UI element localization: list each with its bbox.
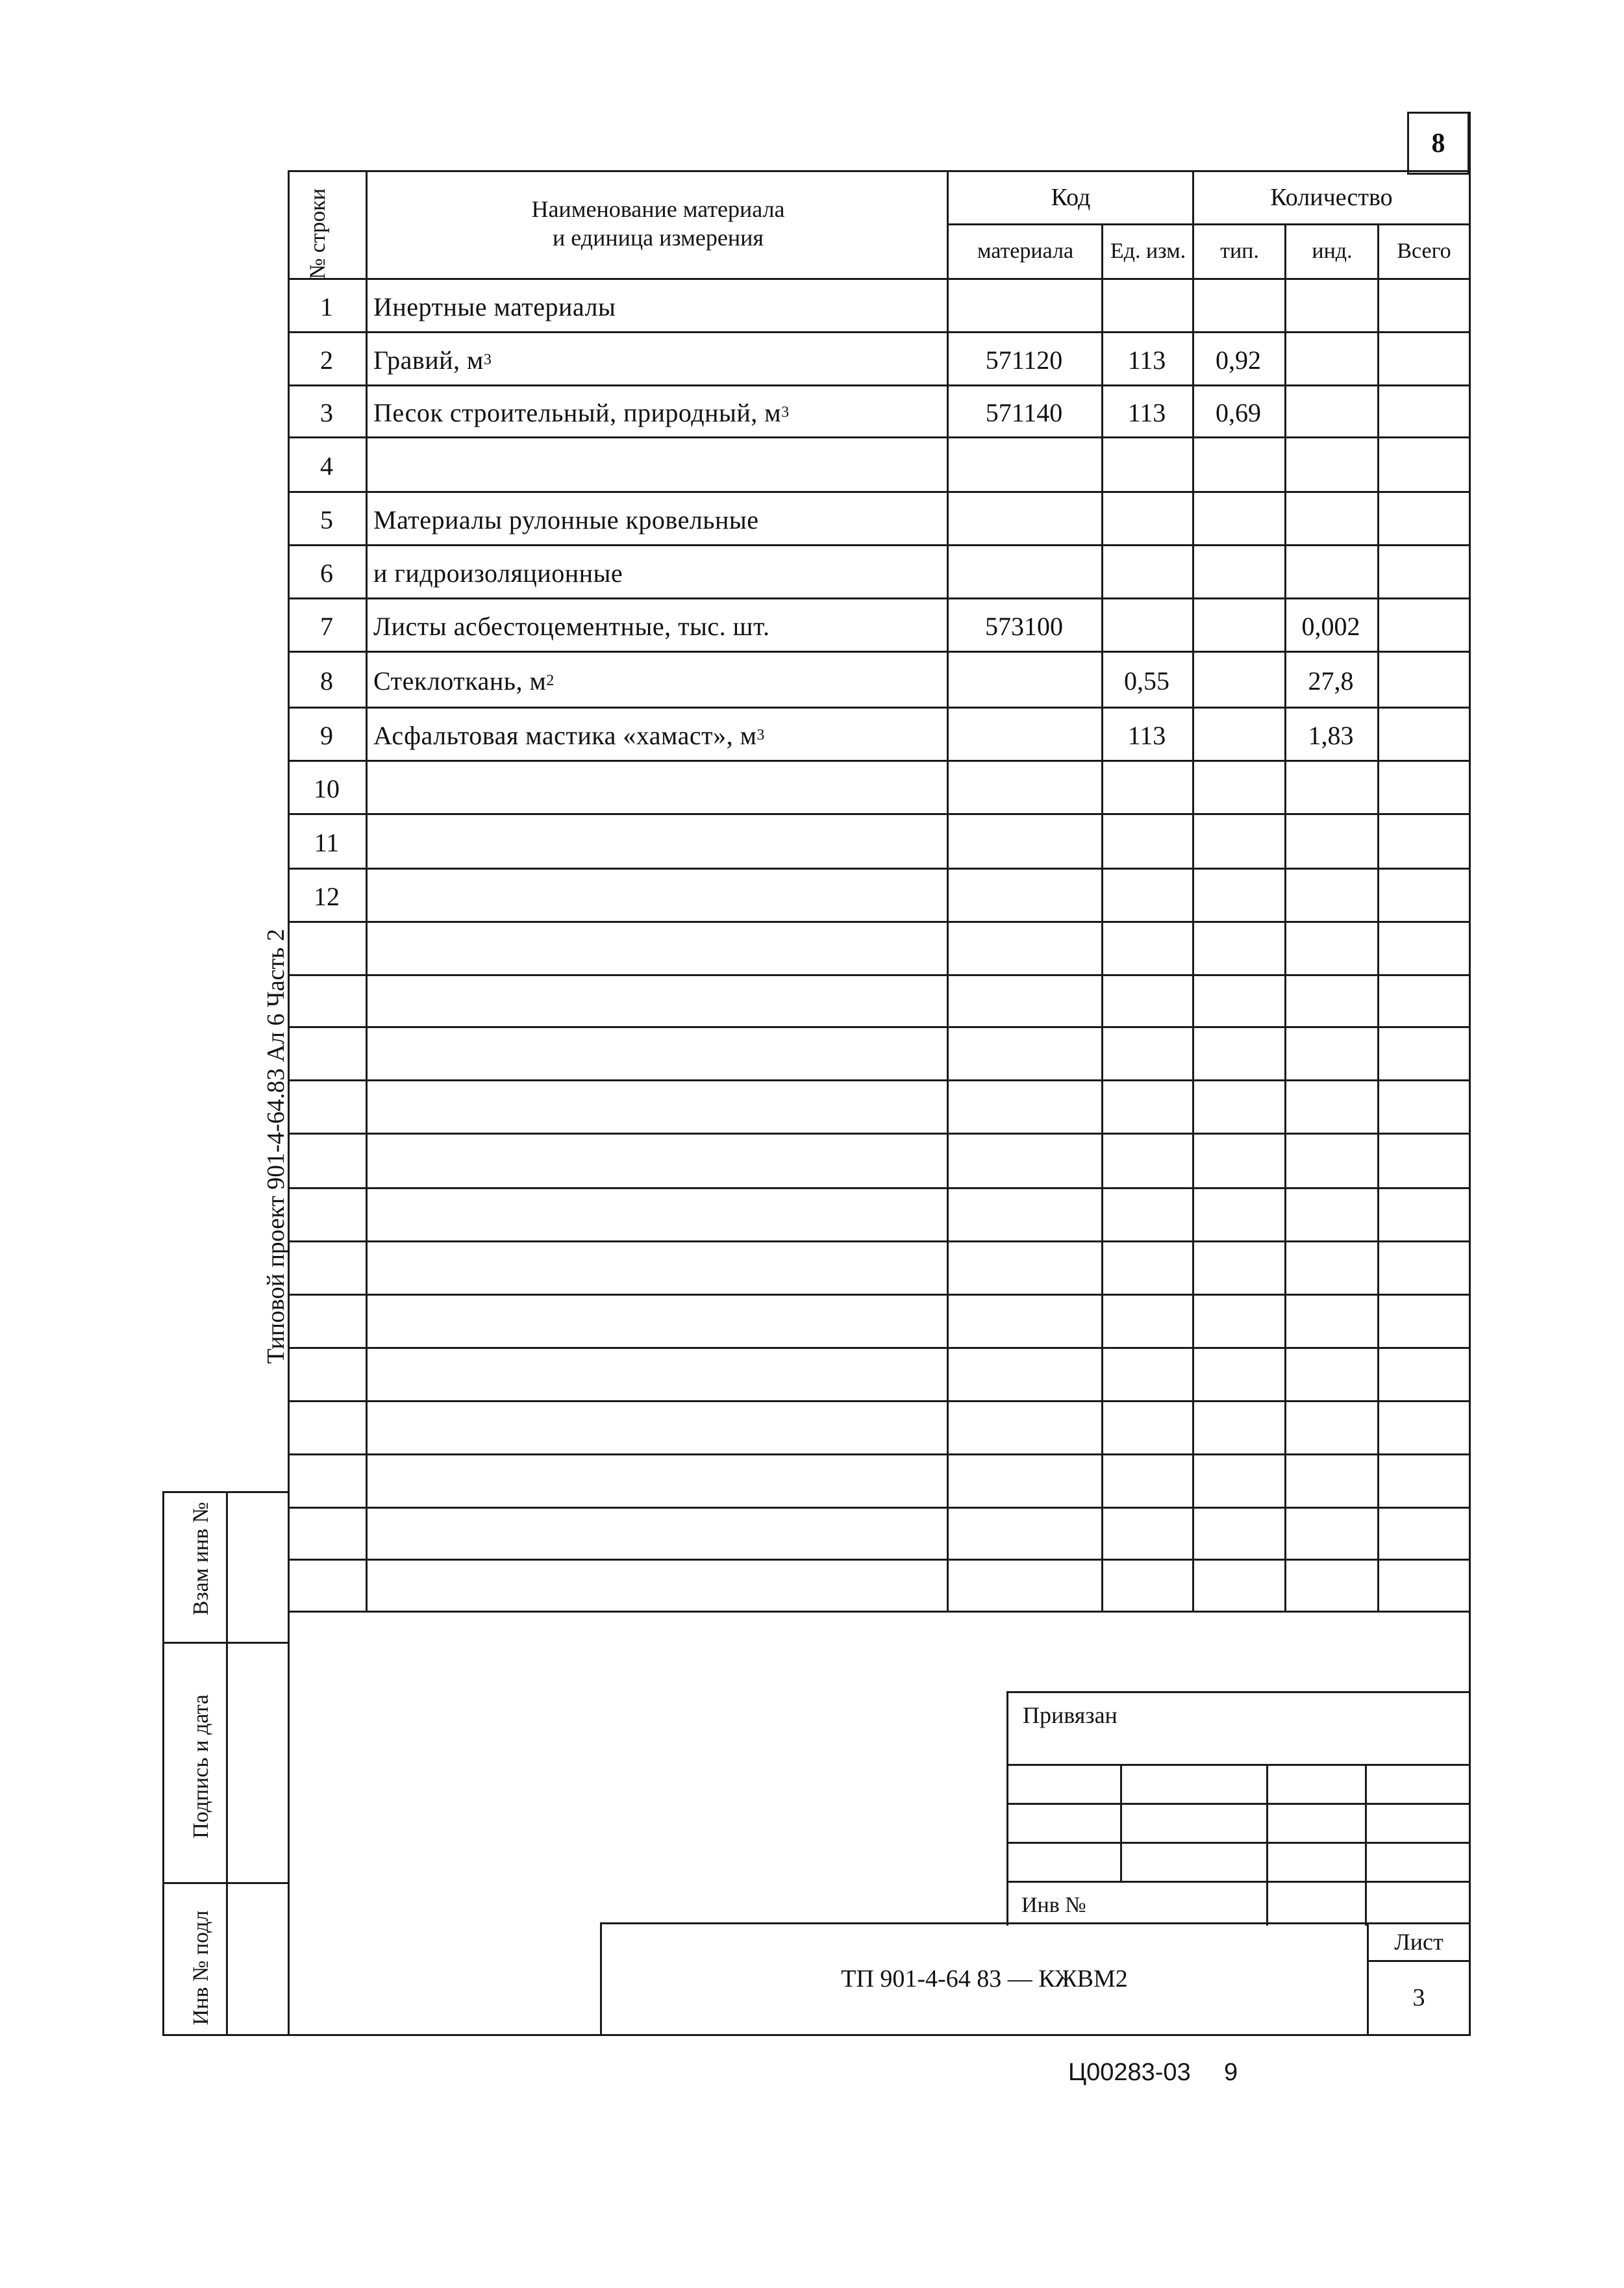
row-name: Стеклоткань, м 2 — [373, 666, 555, 696]
row-qty-typ — [1192, 546, 1284, 599]
titleblock-top — [1006, 1691, 1471, 1693]
doc-code: ТП 901-4-64 83 — КЖВМ2 — [841, 1965, 1128, 1993]
row-unit-code — [1101, 762, 1192, 815]
row-number: 6 — [320, 558, 333, 588]
titleblock-col — [1266, 1764, 1268, 1926]
row-qty-typ — [1192, 815, 1284, 870]
table-row-line — [288, 974, 1471, 976]
row-material-code: 573100 — [985, 611, 1063, 641]
row-name: Гравий, м 3 — [373, 345, 492, 375]
header-qty-total: Всего — [1397, 239, 1451, 263]
row-qty-total — [1377, 653, 1469, 709]
row-number: 8 — [320, 666, 333, 696]
titleblock-line — [1006, 1842, 1471, 1844]
header-row-no: № строки — [306, 188, 330, 280]
row-number: 12 — [314, 881, 340, 911]
stamp-podpis-data: Подпись и дата — [189, 1694, 213, 1839]
row-qty-ind — [1284, 280, 1377, 333]
row-material-code — [947, 653, 1101, 709]
row-material-code: 571140 — [985, 397, 1063, 427]
row-qty-total — [1377, 599, 1469, 653]
titleblock-line — [1006, 1764, 1471, 1766]
row-unit-code — [1101, 870, 1192, 923]
row-qty-ind — [1284, 870, 1377, 923]
header-name-line2: и единица измерения — [553, 225, 764, 251]
row-qty-typ: 0,69 — [1216, 397, 1261, 427]
titleblock-col — [1120, 1764, 1122, 1883]
row-name — [366, 438, 947, 493]
row-number: 11 — [314, 827, 340, 857]
row-qty-typ — [1192, 438, 1284, 493]
sheet-badge-number: 8 — [1431, 128, 1445, 158]
list-number: 3 — [1412, 1984, 1425, 2011]
table-row-line — [288, 1453, 1471, 1455]
row-unit-code — [1101, 280, 1192, 333]
row-material-code — [947, 438, 1101, 493]
row-unit-code — [1101, 546, 1192, 599]
row-number: 3 — [320, 397, 333, 427]
row-qty-typ — [1192, 762, 1284, 815]
table-row-line — [288, 1347, 1471, 1349]
row-qty-total — [1377, 546, 1469, 599]
stamp-inv-podl: Инв № подл — [189, 1910, 213, 2026]
row-name: Материалы рулонные кровельные — [373, 505, 759, 534]
row-qty-total — [1377, 333, 1469, 386]
row-qty-total — [1377, 709, 1469, 762]
row-name: Асфальтовая мастика «хамаст», м 3 — [373, 720, 765, 750]
row-unit-code — [1101, 438, 1192, 493]
row-number: 9 — [320, 720, 333, 750]
table-row-line — [288, 1559, 1471, 1561]
frame-left-border — [288, 1611, 290, 2036]
row-qty-ind — [1284, 438, 1377, 493]
row-unit-code: 0,55 — [1124, 666, 1169, 696]
privyazan-label: Привязан — [1023, 1702, 1118, 1728]
row-qty-ind — [1284, 386, 1377, 438]
sheet-badge — [1407, 112, 1469, 175]
titleblock-line — [1006, 1881, 1471, 1883]
row-qty-ind — [1284, 815, 1377, 870]
row-qty-total — [1377, 870, 1469, 923]
header-code-material: материала — [977, 239, 1074, 263]
row-name: Инертные материалы — [373, 292, 616, 321]
titleblock-line — [1006, 1803, 1471, 1805]
table-row-line — [288, 1079, 1471, 1081]
row-material-code — [947, 870, 1101, 923]
row-qty-ind: 27,8 — [1308, 666, 1354, 696]
row-unit-code: 113 — [1127, 720, 1166, 750]
row-qty-total — [1377, 438, 1469, 493]
row-unit-code — [1101, 493, 1192, 546]
row-material-code: 571120 — [985, 345, 1063, 375]
table-row-line — [288, 1133, 1471, 1135]
table-right-border — [1469, 112, 1471, 2036]
row-qty-typ: 0,92 — [1216, 345, 1261, 375]
stamp-vzam-inv: Взам инв № — [189, 1502, 213, 1616]
row-material-code — [947, 762, 1101, 815]
row-material-code — [947, 815, 1101, 870]
row-qty-ind: 0,002 — [1301, 611, 1360, 641]
row-name: Песок строительный, природный, м 3 — [373, 397, 790, 427]
header-name — [368, 195, 948, 252]
row-material-code — [947, 280, 1101, 333]
row-material-code — [947, 546, 1101, 599]
row-name: Листы асбестоцементные, тыс. шт. — [373, 611, 770, 641]
titleblock-col — [1365, 1764, 1367, 1926]
stamp-inner-line — [226, 1491, 228, 2036]
row-qty-total — [1377, 762, 1469, 815]
row-qty-total — [1377, 280, 1469, 333]
row-qty-typ — [1192, 280, 1284, 333]
row-qty-typ — [1192, 599, 1284, 653]
row-qty-ind — [1284, 762, 1377, 815]
stamp-left-border — [162, 1491, 164, 2036]
row-material-code — [947, 493, 1101, 546]
table-row-line — [288, 1294, 1471, 1296]
table-row-line — [288, 1400, 1471, 1402]
row-name — [366, 815, 947, 870]
header-name-line1: Наименование материала — [531, 196, 785, 222]
row-number: 10 — [314, 773, 340, 803]
row-qty-typ — [1192, 709, 1284, 762]
row-number: 1 — [320, 292, 333, 321]
row-qty-total — [1377, 815, 1469, 870]
titleblock-left — [1006, 1691, 1008, 1926]
row-qty-typ — [1192, 870, 1284, 923]
row-qty-total — [1377, 493, 1469, 546]
table-row-line — [288, 1507, 1471, 1509]
row-name: и гидроизоляционные — [373, 558, 623, 588]
row-name — [366, 762, 947, 815]
header-quantity: Количество — [1270, 184, 1393, 211]
row-name — [366, 870, 947, 923]
frame-bottom-border — [162, 2034, 1471, 2036]
row-unit-code: 113 — [1127, 345, 1166, 375]
row-qty-ind: 1,83 — [1308, 720, 1354, 750]
table-row-line — [288, 1026, 1471, 1028]
row-qty-typ — [1192, 493, 1284, 546]
row-number: 4 — [320, 451, 333, 481]
table-row-line — [288, 1240, 1471, 1242]
row-qty-ind — [1284, 493, 1377, 546]
side-project-text: Типовой проект 901-4-64.83 Ал 6 Часть 2 — [262, 929, 290, 1364]
row-unit-code — [1101, 815, 1192, 870]
footer-page: 9 — [1224, 2059, 1238, 2086]
row-number: 2 — [320, 345, 333, 375]
row-qty-ind — [1284, 546, 1377, 599]
row-qty-total — [1377, 386, 1469, 438]
table-bottom-border — [288, 1611, 1471, 1613]
header-qty-typ: тип. — [1220, 239, 1259, 263]
row-qty-typ — [1192, 653, 1284, 709]
inv-no-label: Инв № — [1021, 1893, 1086, 1917]
row-material-code — [947, 709, 1101, 762]
header-qty-ind: инд. — [1312, 239, 1353, 263]
row-qty-ind — [1284, 333, 1377, 386]
footer-code: Ц00283-03 — [1068, 2059, 1191, 2086]
header-code: Код — [1051, 184, 1091, 211]
header-code-unit: Ед. изм. — [1110, 239, 1186, 263]
row-number: 5 — [320, 505, 333, 534]
row-number: 7 — [320, 611, 333, 641]
table-row-line — [288, 1187, 1471, 1189]
list-label: Лист — [1394, 1929, 1443, 1955]
row-unit-code — [1101, 599, 1192, 653]
row-unit-code: 113 — [1127, 397, 1166, 427]
